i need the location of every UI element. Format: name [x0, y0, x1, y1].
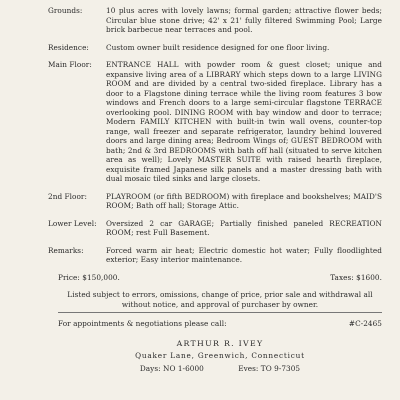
- agent-block: [58, 339, 382, 374]
- appointments-line: [58, 319, 382, 329]
- remarks-text: Forced warm air heat; Electric domestic hot water; Fully floodlighted exterior; Easy interior maintenance.: [106, 245, 382, 264]
- phone-days: Days: NO 1-6000: [139, 363, 204, 373]
- listing-code: #C-2465: [348, 319, 382, 328]
- price: Price: $150,000.: [58, 272, 120, 282]
- grounds-text: 10 plus acres with lovely lawns; formal garden; attractive flower beds; Circular blue stone drive; 42' x 21' fully filtered Swimming Pool; Large brick barbecue near terraces and pool.: [106, 6, 382, 34]
- lower-level-text: Oversized 2 car GARAGE; Partially finished paneled RECREATION ROOM; rest Full Basement.: [106, 218, 382, 237]
- second-floor-label: 2nd Floor:: [48, 191, 87, 201]
- price-taxes-row: [58, 273, 382, 283]
- second-floor-row: [48, 191, 382, 211]
- grounds-label: Grounds:: [48, 6, 83, 15]
- taxes: Taxes: $1600.: [330, 272, 382, 282]
- phone-eves: Eves: TO 9-7305: [238, 363, 301, 373]
- disclaimer-note: Listed subject to errors, omissions, change of price, prior sale and withdrawal all without notice, and approval of purchaser by owner.: [67, 290, 373, 309]
- remarks-row: [48, 245, 382, 265]
- lower-level-row: [48, 218, 382, 238]
- residence-text: Custom owner built residence designed for one floor living.: [106, 42, 330, 52]
- agent-name: ARTHUR R. IVEY: [176, 338, 264, 348]
- appointments-text: For appointments & negotiations please call:: [58, 319, 227, 328]
- remarks-label: Remarks:: [48, 245, 84, 255]
- grounds-row: [48, 6, 382, 35]
- divider: [58, 312, 382, 313]
- lower-level-label: Lower Level:: [48, 218, 97, 228]
- residence-row: [48, 42, 382, 53]
- main-floor-text: ENTRANCE HALL with powder room & guest closet; unique and expansive living area of a LIBRARY which steps down to a large LIVING ROOM and are divided by a central two-sided fireplace. Library has a door to a Flagstone dining terrace while the living room features 3 bow windows and French doors to a large semi-circular flagstone TERRACE overlooking pool. DINING ROOM with bay window and door to terrace; Modern FAMILY KITCHEN with built-in twin wall ovens, counter-top range, wall freezer and separate refrigerator, laundry behind louvered doors and large dining area; Bedroom Wings of; GUEST BEDROOM with bath; 2nd & 3rd BEDROOMS with bath off hall (situated to serve kitchen area as well); Lovely MASTER SUITE with raised hearth fireplace, exquisite framed Japanese silk panels and a master dressing bath with dual mosaic tiled sinks and large closets.: [106, 60, 382, 183]
- agent-address: Quaker Lane, Greenwich, Connecticut: [135, 351, 305, 360]
- agent-phones: [58, 364, 382, 374]
- second-floor-text: PLAYROOM (or fifth BEDROOM) with fireplace and bookshelves; MAID'S ROOM; Bath off hall; Storage Attic.: [106, 191, 382, 210]
- main-floor-row: [48, 60, 382, 184]
- residence-label: Residence:: [48, 42, 89, 52]
- main-floor-label: Main Floor:: [48, 60, 92, 69]
